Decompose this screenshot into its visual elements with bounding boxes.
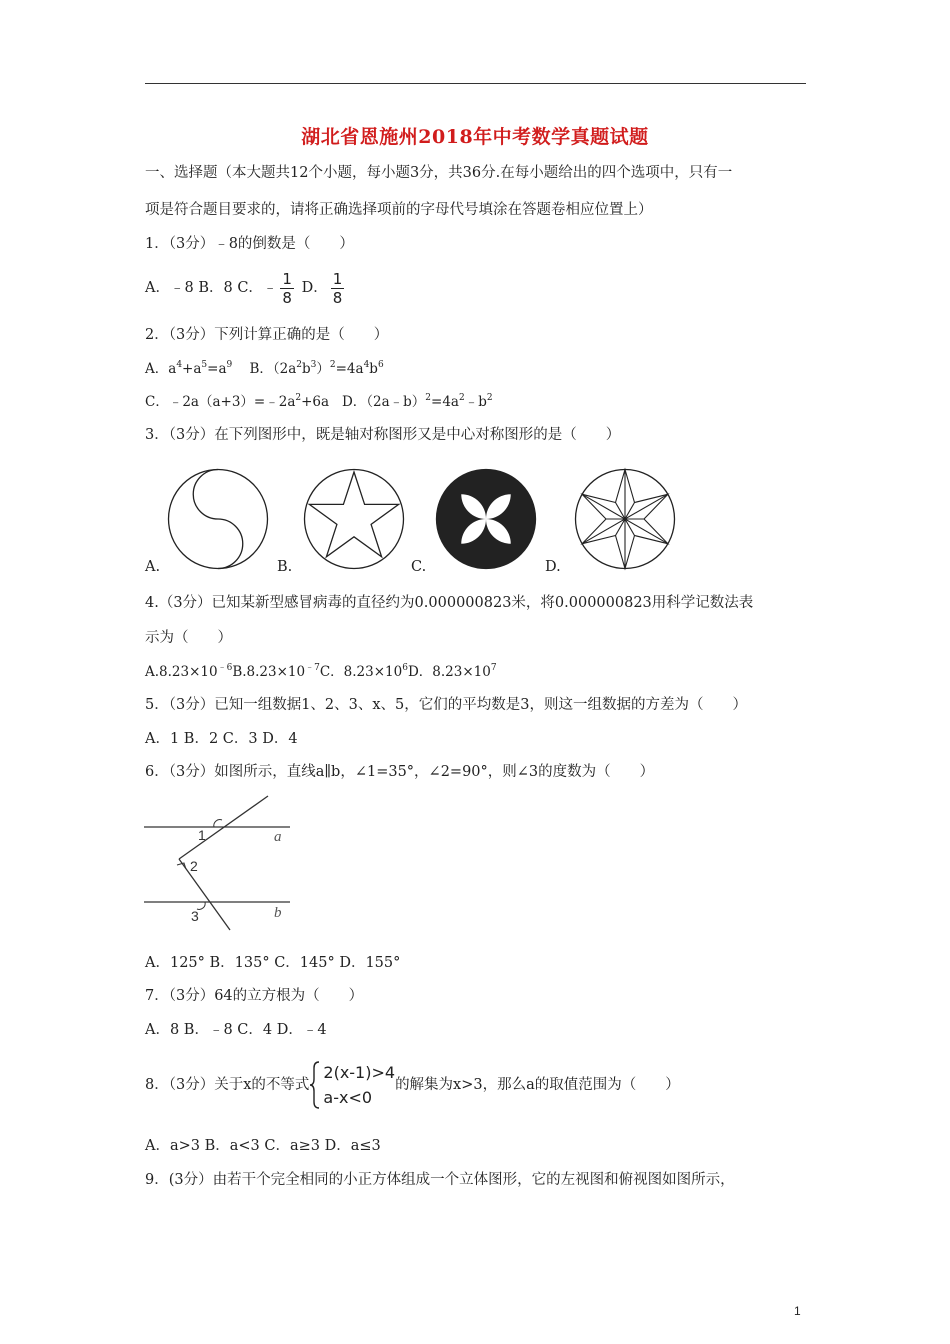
q3-label-a: A.: [145, 559, 161, 575]
q3-label-b: B.: [277, 559, 293, 575]
q5-options: A．1 B．2 C．3 D．4: [145, 731, 298, 747]
q5-stem: 5．（3分）已知一组数据1、2、3、x、5，它们的平均数是3，则这一组数据的方差为（ ）: [145, 697, 748, 713]
brace-icon: [309, 1060, 321, 1110]
q2-option-c: C．$﹣2a(a+3)=﹣2a^2+6a$: [145, 393, 330, 410]
q4-stem-line1: 4.（3分）已知某新型感冒病毒的直径约为0.000000823米，将0.000000823用科学记数法表: [145, 595, 754, 611]
q8-stem: [145, 1057, 680, 1113]
fraction-denominator: 8: [332, 288, 343, 307]
fraction-numerator: 1: [282, 269, 292, 288]
section-intro-line1: 一、选择题（本大题共12个小题，每小题3分，共36分.在每小题给出的四个选项中，只有一: [145, 165, 733, 181]
q1-stem: 1．（3分）﹣8的倒数是（ ）: [145, 236, 354, 252]
q6-parallel-lines-figure: [142, 793, 294, 936]
q2-options-cd: [145, 392, 493, 412]
q1-option-b: B．8: [198, 280, 233, 296]
q1-fraction-d: [331, 270, 345, 307]
section-intro-line2: 项是符合题目要求的，请将正确选择项前的字母代号填涂在答题卷相应位置上）: [145, 202, 653, 218]
q2-option-b: B．$(2a^2b^3)^2=4a^4b^6$: [249, 360, 384, 377]
q4-option-c: C．$8.23\times 10^6$: [319, 663, 408, 680]
angle-1-label: 1: [198, 827, 206, 843]
q1-options: [145, 266, 347, 310]
q3-figure-a-yinyang-curve: [165, 466, 273, 572]
q8-inequality-system: [309, 1060, 395, 1110]
header-rule: [145, 83, 806, 84]
angle-2-label: 2: [190, 858, 198, 874]
fraction-numerator: 1: [332, 269, 343, 288]
q9-stem: 9．(3分）由若干个完全相同的小正方体组成一个立体图形，它的左视图和俯视图如图所示，: [145, 1172, 735, 1188]
inequality-1: 2(x-1)>4: [323, 1063, 396, 1082]
q7-stem: 7．（3分）64的立方根为（ ）: [145, 988, 364, 1004]
q3-stem: 3．（3分）在下列图形中，既是轴对称图形又是中心对称图形的是（ ）: [145, 427, 621, 443]
q4-option-a: $A.8.23\times 10^{﹣6}$: [145, 663, 233, 680]
q1-option-c: C．﹣: [237, 280, 278, 296]
angle-3-label: 3: [191, 908, 199, 924]
fraction-denominator: 8: [282, 288, 292, 307]
q3-figure-b-star-in-circle: [301, 466, 409, 572]
q8-options: A．a>3 B．a<3 C．a≥3 D．a≤3: [145, 1138, 381, 1154]
q1-option-a: A．﹣8: [145, 280, 194, 296]
q1-fraction-c: [280, 270, 294, 307]
page-number: 1: [794, 1304, 801, 1318]
q6-stem: 6．（3分）如图所示，直线a∥b，∠1=35°，∠2=90°，则∠3的度数为（ ）: [145, 764, 655, 780]
q3-figure-d-six-point-star: [572, 466, 680, 572]
q4-options: [145, 662, 497, 682]
transversal-lower: [179, 859, 230, 930]
q2-option-a: A．$a^4+a^5=a^9$: [145, 360, 233, 377]
inequality-2: a-x<0: [323, 1088, 373, 1107]
q3-figure-c-pinwheel: [433, 466, 541, 572]
q2-options-ab: [145, 359, 384, 379]
page-title: 湖北省恩施州2018年中考数学真题试题: [301, 126, 649, 148]
q3-label-c: C.: [411, 559, 427, 575]
q8-stem-prefix: 8．（3分）关于x的不等式: [145, 1077, 310, 1093]
q8-stem-suffix: 的解集为x>3，那么a的取值范围为（ ）: [395, 1077, 680, 1093]
q4-option-b: $B.8.23\times 10^{﹣7}$: [232, 663, 320, 680]
q3-label-d: D.: [545, 559, 561, 575]
q2-stem: 2．（3分）下列计算正确的是（ ）: [145, 327, 389, 343]
q2-option-d: D．$(2a﹣b)^2=4a^2﹣b^2$: [341, 393, 493, 410]
q6-options: A．125° B．135° C．145° D．155°: [145, 955, 401, 971]
line-b-label: b: [274, 905, 282, 921]
q4-option-d: D．$8.23\times 10^7$: [407, 663, 497, 680]
q7-options: A．8 B．﹣8 C．4 D．﹣4: [145, 1022, 327, 1038]
line-a-label: a: [274, 829, 282, 845]
q4-stem-line2: 示为（ ）: [145, 630, 232, 646]
q1-option-d: D．: [301, 280, 328, 296]
